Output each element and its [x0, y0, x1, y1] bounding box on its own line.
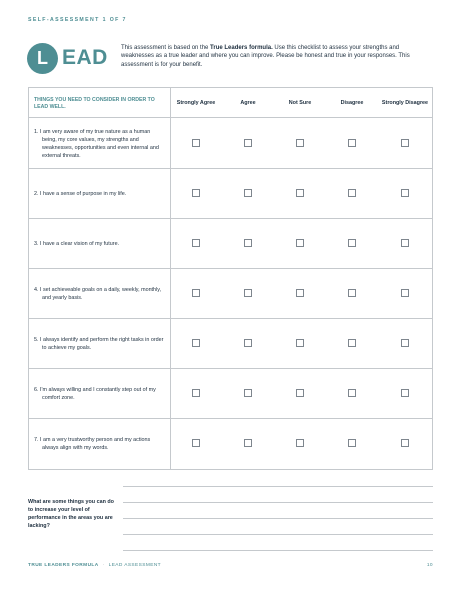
table-row: [29, 369, 432, 419]
checkbox-strongly-agree[interactable]: [192, 439, 200, 447]
checkbox-not-sure[interactable]: [296, 439, 304, 447]
table-row: [29, 219, 432, 269]
checkbox-not-sure[interactable]: [296, 289, 304, 297]
table-row: [29, 319, 432, 369]
column-header-disagree: Disagree: [340, 100, 364, 106]
checkbox-disagree[interactable]: [348, 389, 356, 397]
checkbox-disagree[interactable]: [348, 189, 356, 197]
statement-text: 4. I set achieveable goals on a daily, weekly, monthly, and yearly basis.: [34, 286, 162, 301]
checkbox-agree[interactable]: [244, 289, 252, 297]
statement-cell: [34, 319, 164, 368]
logo-word: EAD: [62, 46, 108, 69]
checkbox-strongly-agree[interactable]: [192, 389, 200, 397]
checkbox-agree[interactable]: [244, 189, 252, 197]
checkbox-disagree[interactable]: [348, 289, 356, 297]
checkbox-strongly-disagree[interactable]: [401, 139, 409, 147]
statement-cell: [34, 119, 164, 168]
checkbox-disagree[interactable]: [348, 439, 356, 447]
table-row: [29, 119, 432, 169]
answer-line[interactable]: [123, 518, 433, 519]
answer-line[interactable]: [123, 502, 433, 503]
checkbox-agree[interactable]: [244, 389, 252, 397]
statement-cell: [34, 169, 164, 218]
checkbox-strongly-agree[interactable]: [192, 239, 200, 247]
table-header-question: THINGS YOU NEED TO CONSIDER IN ORDER TO LEAD WELL.: [34, 97, 155, 110]
page-number: 10: [426, 563, 433, 568]
intro-pre: This assessment is based on the: [121, 45, 211, 51]
statement-text: 7. I am a very trustworthy person and my actions always align with my words.: [34, 437, 151, 451]
intro-bold: True Leaders formula.: [210, 45, 273, 51]
intro-post: Use this checklist to assess your strengths and weaknesses as a true leader and where you can improve. Please be honest and true in your responses. This assessment is for your benefit.: [121, 45, 410, 68]
checkbox-agree[interactable]: [244, 439, 252, 447]
statement-text: 5. I always identify and perform the right tasks in order to achieve my goals.: [34, 336, 164, 351]
assessment-table: [28, 87, 433, 470]
checkbox-strongly-agree[interactable]: [192, 289, 200, 297]
answer-line[interactable]: [123, 486, 433, 487]
logo-letter-circle: L: [27, 43, 58, 74]
footer-separator: ·: [102, 563, 105, 568]
checkbox-disagree[interactable]: [348, 239, 356, 247]
statement-cell: [34, 219, 164, 268]
checkbox-strongly-agree[interactable]: [192, 139, 200, 147]
checkbox-strongly-disagree[interactable]: [401, 439, 409, 447]
checkbox-strongly-agree[interactable]: [192, 339, 200, 347]
page-kicker: SELF-ASSESSMENT 1 OF 7: [28, 17, 127, 23]
statement-cell: [34, 369, 164, 418]
checkbox-strongly-agree[interactable]: [192, 189, 200, 197]
checkbox-not-sure[interactable]: [296, 239, 304, 247]
answer-line[interactable]: [123, 534, 433, 535]
checkbox-agree[interactable]: [244, 239, 252, 247]
statement-text: 3. I have a clear vision of my future.: [34, 240, 120, 247]
reflection-question: What are some things you can do to increase your level of performance in the areas you are lacking?: [28, 499, 114, 529]
checkbox-not-sure[interactable]: [296, 389, 304, 397]
footer-brand: TRUE LEADERS FORMULA: [28, 563, 99, 568]
checkbox-not-sure[interactable]: [296, 139, 304, 147]
column-header-agree: Agree: [240, 100, 256, 106]
table-row: [29, 269, 432, 319]
table-row: [29, 169, 432, 219]
statement-cell: [34, 269, 164, 318]
column-header-strongly-disagree: Strongly Disagree: [381, 100, 429, 106]
statement-cell: [34, 419, 164, 469]
checkbox-strongly-disagree[interactable]: [401, 189, 409, 197]
checkbox-strongly-disagree[interactable]: [401, 339, 409, 347]
answer-line[interactable]: [123, 550, 433, 551]
checkbox-strongly-disagree[interactable]: [401, 289, 409, 297]
checkbox-strongly-disagree[interactable]: [401, 389, 409, 397]
page-footer: [28, 563, 433, 568]
checkbox-disagree[interactable]: [348, 139, 356, 147]
table-header-row: [29, 88, 432, 118]
checkbox-not-sure[interactable]: [296, 339, 304, 347]
table-row: [29, 419, 432, 469]
footer-section: LEAD ASSESSMENT: [108, 563, 162, 568]
checkbox-not-sure[interactable]: [296, 189, 304, 197]
statement-text: 6. I'm always willing and I constantly step out of my comfort zone.: [34, 386, 156, 401]
checkbox-strongly-disagree[interactable]: [401, 239, 409, 247]
checkbox-disagree[interactable]: [348, 339, 356, 347]
column-header-strongly-agree: Strongly Agree: [176, 100, 216, 106]
checkbox-agree[interactable]: [244, 339, 252, 347]
intro-text: [121, 44, 433, 69]
column-header-not-sure: Not Sure: [288, 100, 312, 106]
checkbox-agree[interactable]: [244, 139, 252, 147]
statement-text: 2. I have a sense of purpose in my life.: [34, 190, 127, 197]
statement-text: 1. I am very aware of my true nature as a human being, my core values, my strengths and weaknesses, opportunities and even internal and external threats.: [34, 128, 159, 159]
